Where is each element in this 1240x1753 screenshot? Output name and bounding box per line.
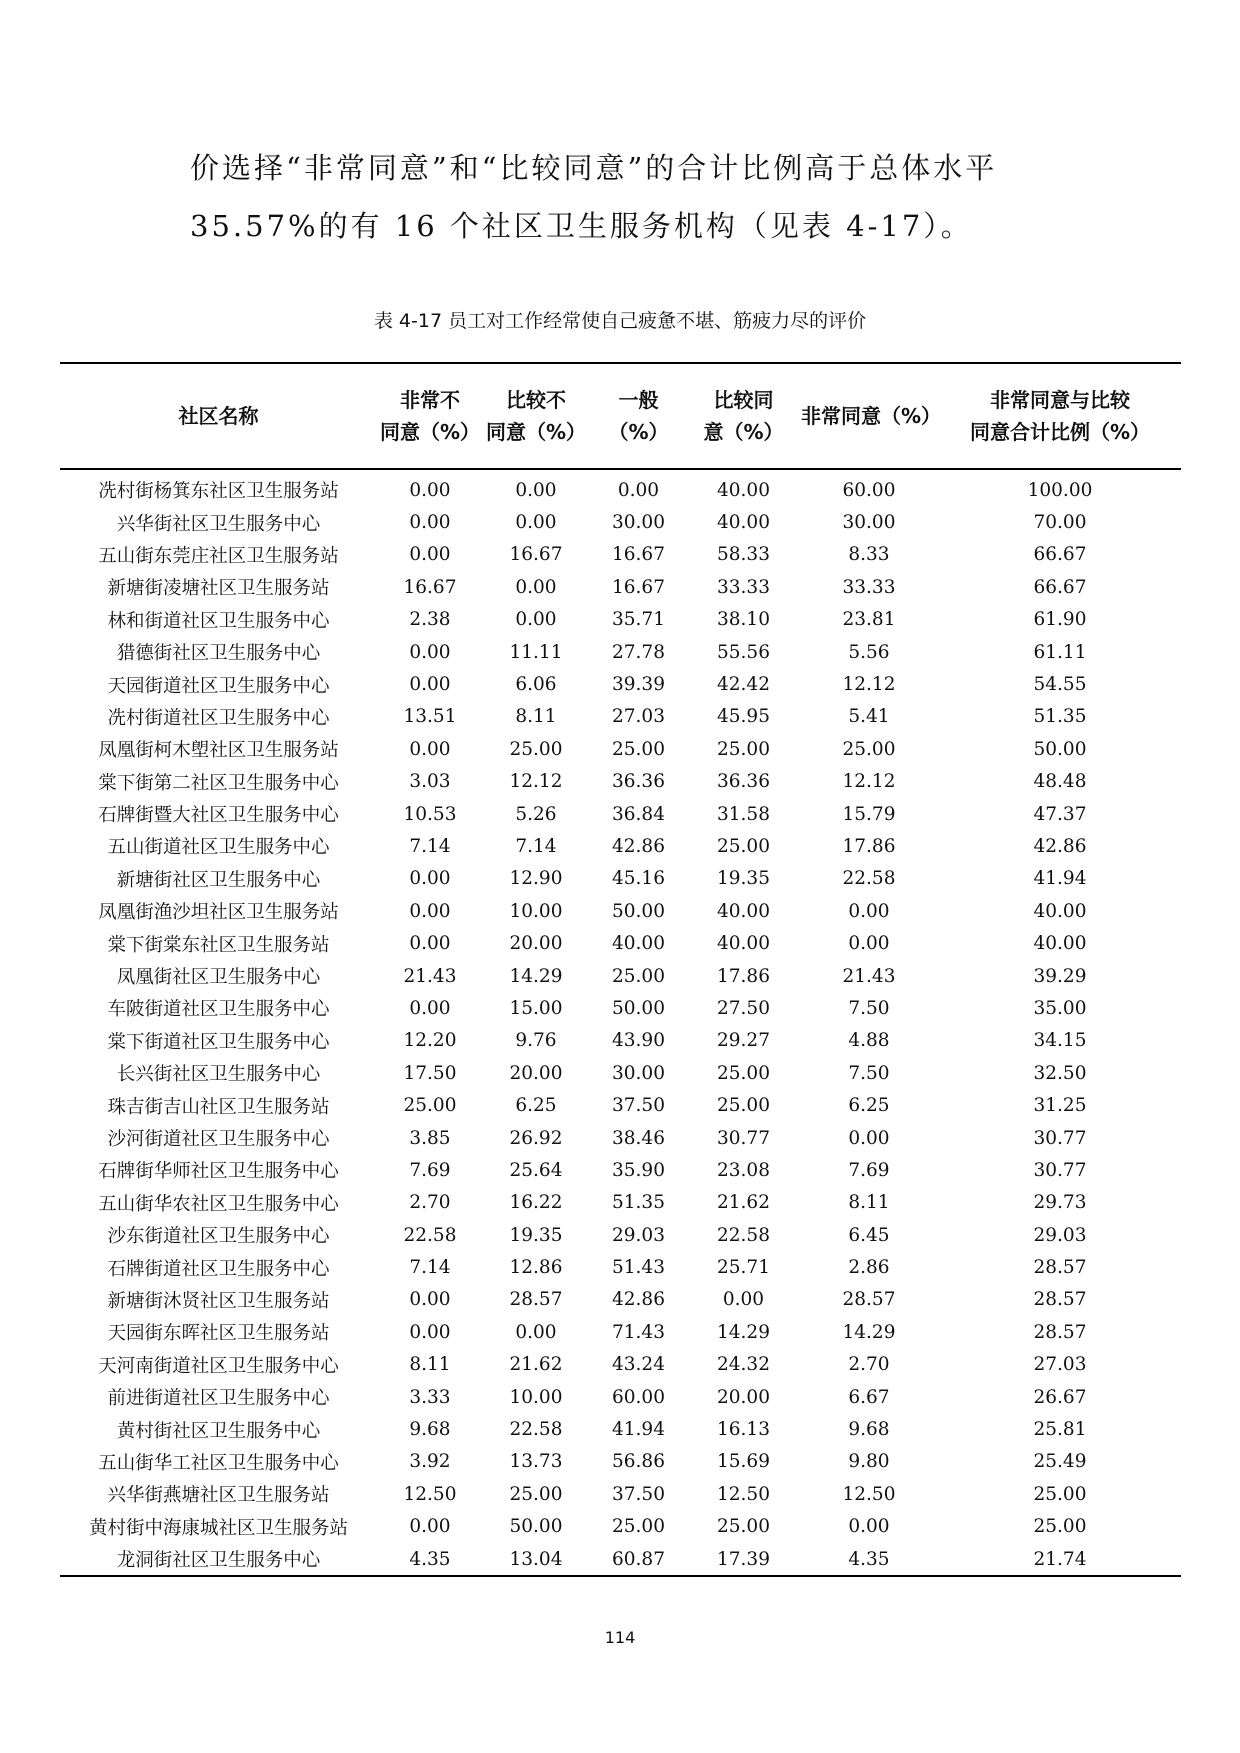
column-header-line: 比较不	[506, 388, 566, 412]
value-cell: 25.81	[1033, 1419, 1087, 1441]
value-cell: 6.06	[515, 674, 557, 696]
value-cell: 19.35	[717, 868, 770, 890]
value-cell: 21.74	[1033, 1548, 1087, 1570]
value-cell: 4.88	[848, 1030, 890, 1052]
value-cell: 8.11	[848, 1192, 890, 1214]
value-cell: 70.00	[1033, 512, 1087, 534]
value-cell: 25.00	[403, 1095, 457, 1117]
column-header-line: 非常同意与比较	[990, 388, 1130, 412]
institution-name-cell: 冼村街杨箕东社区卫生服务站	[98, 481, 339, 503]
value-cell: 3.85	[409, 1127, 451, 1149]
value-cell: 27.03	[612, 706, 665, 728]
table-row	[60, 571, 1181, 603]
value-cell: 25.71	[717, 1257, 770, 1279]
table-body	[60, 469, 1181, 1576]
value-cell: 15.69	[717, 1451, 770, 1473]
value-cell: 0.00	[722, 1289, 765, 1311]
value-cell: 25.00	[1033, 1483, 1087, 1505]
value-cell: 7.14	[515, 835, 557, 857]
institution-name-cell: 凤凰街渔沙坦社区卫生服务站	[98, 902, 339, 924]
value-cell: 0.00	[409, 933, 451, 955]
value-cell: 30.77	[1033, 1159, 1087, 1181]
value-cell: 29.73	[1033, 1192, 1087, 1214]
institution-name-cell: 石牌街暨大社区卫生服务中心	[98, 805, 339, 827]
value-cell: 6.25	[515, 1095, 557, 1117]
value-cell: 27.50	[717, 997, 770, 1019]
institution-name-cell: 猎德街社区卫生服务中心	[116, 643, 321, 665]
table-row	[60, 1446, 1181, 1478]
value-cell: 40.00	[717, 933, 770, 955]
value-cell: 28.57	[842, 1289, 896, 1311]
table-row	[60, 927, 1181, 959]
institution-name-cell: 沙东街道社区卫生服务中心	[107, 1226, 330, 1248]
column-header-line: 一般	[618, 388, 659, 412]
value-cell: 38.10	[717, 609, 770, 631]
value-cell: 25.00	[717, 1095, 770, 1117]
table-row	[60, 1478, 1181, 1510]
value-cell: 20.00	[509, 1062, 563, 1084]
value-cell: 25.00	[509, 1483, 563, 1505]
table-row	[60, 766, 1181, 798]
value-cell: 8.33	[848, 544, 890, 566]
value-cell: 21.43	[403, 965, 457, 987]
value-cell: 13.73	[509, 1451, 563, 1473]
institution-name-cell: 新塘街社区卫生服务中心	[116, 869, 321, 891]
value-cell: 51.35	[1033, 706, 1087, 728]
value-cell: 55.56	[717, 641, 770, 663]
column-header-line: 同意（%）	[379, 420, 481, 444]
table-row	[60, 798, 1181, 830]
value-cell: 20.00	[509, 933, 563, 955]
value-cell: 7.69	[848, 1159, 890, 1181]
value-cell: 0.00	[515, 479, 557, 501]
value-cell: 7.69	[409, 1159, 451, 1181]
table-row	[60, 1187, 1181, 1219]
value-cell: 0.00	[409, 1289, 451, 1311]
value-cell: 7.50	[848, 997, 890, 1019]
value-cell: 10.00	[509, 1386, 563, 1408]
value-cell: 0.00	[409, 738, 451, 760]
value-cell: 50.00	[1033, 738, 1087, 760]
value-cell: 23.08	[717, 1159, 770, 1181]
value-cell: 45.16	[612, 868, 665, 890]
value-cell: 0.00	[409, 1321, 451, 1343]
value-cell: 14.29	[509, 965, 563, 987]
column-header	[939, 363, 1181, 469]
value-cell: 30.00	[612, 512, 665, 534]
value-cell: 31.58	[717, 803, 770, 825]
value-cell: 60.00	[612, 1386, 665, 1408]
value-cell: 3.92	[409, 1451, 451, 1473]
value-cell: 17.39	[717, 1548, 770, 1570]
institution-name-cell: 黄村街中海康城社区卫生服务站	[88, 1517, 348, 1539]
value-cell: 33.33	[717, 576, 770, 598]
value-cell: 41.94	[1033, 868, 1087, 890]
value-cell: 28.57	[1033, 1289, 1087, 1311]
table-row	[60, 1349, 1181, 1381]
value-cell: 0.00	[515, 1321, 557, 1343]
value-cell: 28.57	[509, 1289, 563, 1311]
table-row	[60, 863, 1181, 895]
value-cell: 28.57	[1033, 1257, 1087, 1279]
value-cell: 25.00	[1033, 1516, 1087, 1538]
value-cell: 47.37	[1033, 803, 1087, 825]
value-cell: 39.29	[1033, 965, 1087, 987]
value-cell: 33.33	[842, 576, 896, 598]
value-cell: 36.36	[717, 771, 770, 793]
value-cell: 0.00	[848, 1516, 890, 1538]
institution-name-cell: 兴华街燕塘社区卫生服务站	[107, 1485, 330, 1507]
value-cell: 17.86	[717, 965, 770, 987]
table-row	[60, 1154, 1181, 1186]
value-cell: 0.00	[409, 868, 451, 890]
value-cell: 27.03	[1033, 1354, 1087, 1376]
column-header	[377, 363, 483, 469]
value-cell: 0.00	[617, 479, 660, 501]
value-cell: 25.00	[509, 738, 563, 760]
institution-name-cell: 兴华街社区卫生服务中心	[116, 513, 321, 535]
value-cell: 0.00	[409, 479, 451, 501]
value-cell: 12.50	[403, 1483, 457, 1505]
value-cell: 16.67	[612, 576, 665, 598]
value-cell: 9.68	[848, 1419, 890, 1441]
value-cell: 8.11	[409, 1354, 451, 1376]
value-cell: 25.00	[717, 1062, 770, 1084]
value-cell: 58.33	[717, 544, 770, 566]
value-cell: 50.00	[612, 900, 665, 922]
value-cell: 12.12	[842, 771, 896, 793]
value-cell: 43.24	[612, 1354, 665, 1376]
value-cell: 7.14	[409, 835, 451, 857]
table-row	[60, 1025, 1181, 1057]
value-cell: 19.35	[509, 1224, 563, 1246]
value-cell: 0.00	[848, 1127, 890, 1149]
value-cell: 38.46	[612, 1127, 665, 1149]
table-row	[60, 830, 1181, 862]
value-cell: 10.00	[509, 900, 563, 922]
table-row	[60, 1251, 1181, 1283]
value-cell: 34.15	[1033, 1030, 1087, 1052]
value-cell: 66.67	[1033, 576, 1087, 598]
value-cell: 2.70	[409, 1192, 451, 1214]
table-row	[60, 701, 1181, 733]
table-row	[60, 992, 1181, 1024]
institution-name-cell: 棠下街棠东社区卫生服务站	[107, 934, 330, 956]
value-cell: 21.43	[842, 965, 896, 987]
value-cell: 35.71	[612, 609, 665, 631]
value-cell: 42.42	[717, 674, 770, 696]
table-row	[60, 895, 1181, 927]
value-cell: 12.90	[509, 868, 563, 890]
column-header	[589, 363, 688, 469]
value-cell: 54.55	[1033, 674, 1087, 696]
value-cell: 14.29	[842, 1321, 896, 1343]
table-row	[60, 668, 1181, 700]
value-cell: 40.00	[612, 933, 665, 955]
value-cell: 22.58	[842, 868, 896, 890]
value-cell: 12.12	[509, 771, 563, 793]
value-cell: 30.00	[842, 512, 896, 534]
value-cell: 15.00	[509, 997, 563, 1019]
value-cell: 2.86	[848, 1257, 890, 1279]
paragraph-line-2: 35.57%的有 16 个社区卫生服务机构（见表 4-17）。	[190, 209, 973, 243]
table-row	[60, 1122, 1181, 1154]
institution-name-cell: 凤凰街社区卫生服务中心	[116, 967, 321, 989]
value-cell: 5.41	[848, 706, 890, 728]
column-header-line: 比较同	[713, 388, 774, 412]
value-cell: 0.00	[409, 997, 451, 1019]
value-cell: 40.00	[1033, 900, 1087, 922]
value-cell: 25.64	[509, 1159, 563, 1181]
value-cell: 15.79	[842, 803, 896, 825]
value-cell: 22.58	[717, 1224, 770, 1246]
value-cell: 29.03	[612, 1224, 665, 1246]
value-cell: 16.67	[612, 544, 665, 566]
value-cell: 12.12	[842, 674, 896, 696]
value-cell: 4.35	[409, 1548, 451, 1570]
value-cell: 0.00	[409, 641, 451, 663]
value-cell: 0.00	[409, 674, 451, 696]
value-cell: 45.95	[717, 706, 770, 728]
value-cell: 0.00	[515, 512, 557, 534]
value-cell: 12.20	[403, 1030, 457, 1052]
value-cell: 36.84	[612, 803, 665, 825]
institution-name-cell: 新塘街凌塘社区卫生服务站	[107, 578, 330, 600]
value-cell: 0.00	[515, 576, 557, 598]
value-cell: 16.67	[509, 544, 563, 566]
institution-name-cell: 天园街东晖社区卫生服务站	[107, 1323, 330, 1345]
value-cell: 6.45	[848, 1224, 890, 1246]
table-row	[60, 1511, 1181, 1543]
value-cell: 8.11	[515, 706, 557, 728]
institution-name-cell: 石牌街道社区卫生服务中心	[107, 1258, 330, 1280]
value-cell: 2.38	[409, 609, 451, 631]
value-cell: 2.70	[848, 1354, 890, 1376]
institution-name-cell: 冼村街道社区卫生服务中心	[107, 707, 330, 729]
value-cell: 5.26	[515, 803, 557, 825]
value-cell: 12.50	[842, 1483, 896, 1505]
institution-name-cell: 珠吉街吉山社区卫生服务站	[107, 1096, 330, 1118]
institution-name-cell: 天河南街道社区卫生服务中心	[98, 1355, 339, 1377]
column-header-line: 同意（%）	[485, 420, 587, 444]
value-cell: 17.50	[403, 1062, 457, 1084]
table-row	[60, 1284, 1181, 1316]
paragraph-line-1: 价选择“非常同意”和“比较同意”的合计比例高于总体水平	[190, 151, 998, 185]
value-cell: 42.86	[612, 1289, 665, 1311]
value-cell: 16.22	[509, 1192, 563, 1214]
column-header	[60, 363, 377, 469]
institution-name-cell: 新塘街沐贤社区卫生服务站	[107, 1290, 330, 1312]
value-cell: 40.00	[717, 479, 770, 501]
value-cell: 40.00	[717, 512, 770, 534]
table-row	[60, 1316, 1181, 1348]
institution-name-cell: 五山街东莞庄社区卫生服务站	[98, 545, 339, 567]
table-row	[60, 1543, 1181, 1576]
value-cell: 27.78	[612, 641, 665, 663]
institution-name-cell: 五山街华农社区卫生服务中心	[98, 1193, 339, 1215]
value-cell: 3.33	[409, 1386, 451, 1408]
value-cell: 50.00	[612, 997, 665, 1019]
value-cell: 9.80	[848, 1451, 890, 1473]
table-row	[60, 469, 1181, 506]
value-cell: 24.32	[717, 1354, 770, 1376]
table-row	[60, 1089, 1181, 1121]
value-cell: 43.90	[612, 1030, 665, 1052]
institution-name-cell: 棠下街道社区卫生服务中心	[107, 1031, 330, 1053]
value-cell: 30.77	[1033, 1127, 1087, 1149]
page-number: 114	[604, 1628, 636, 1647]
value-cell: 20.00	[717, 1386, 770, 1408]
value-cell: 26.67	[1033, 1386, 1087, 1408]
value-cell: 0.00	[409, 544, 451, 566]
table-header	[60, 363, 1181, 469]
value-cell: 100.00	[1027, 479, 1093, 501]
column-header-line: 非常同意（%）	[801, 404, 942, 428]
value-cell: 6.67	[848, 1386, 890, 1408]
value-cell: 28.57	[1033, 1321, 1087, 1343]
value-cell: 30.00	[612, 1062, 665, 1084]
value-cell: 13.04	[509, 1548, 563, 1570]
value-cell: 12.50	[717, 1483, 770, 1505]
value-cell: 25.00	[842, 738, 896, 760]
value-cell: 3.03	[409, 771, 451, 793]
evaluation-table	[60, 362, 1181, 1577]
table-row	[60, 506, 1181, 538]
value-cell: 0.00	[848, 933, 890, 955]
table-row	[60, 1413, 1181, 1445]
value-cell: 25.00	[612, 1516, 665, 1538]
value-cell: 12.86	[509, 1257, 563, 1279]
table-row	[60, 733, 1181, 765]
table-row	[60, 539, 1181, 571]
value-cell: 4.35	[848, 1548, 890, 1570]
table-row	[60, 1219, 1181, 1251]
institution-name-cell: 长兴街社区卫生服务中心	[116, 1064, 321, 1086]
institution-name-cell: 凤凰街柯木塱社区卫生服务站	[98, 740, 339, 762]
header-row	[60, 363, 1181, 469]
value-cell: 23.81	[842, 609, 896, 631]
institution-name-cell: 黄村街社区卫生服务中心	[116, 1420, 321, 1442]
value-cell: 50.00	[509, 1516, 563, 1538]
column-header	[799, 363, 942, 469]
value-cell: 25.00	[717, 835, 770, 857]
value-cell: 10.53	[403, 803, 457, 825]
value-cell: 0.00	[409, 512, 451, 534]
value-cell: 14.29	[717, 1321, 770, 1343]
column-header	[483, 363, 589, 469]
column-header-line: （%）	[608, 420, 669, 444]
value-cell: 42.86	[612, 835, 665, 857]
institution-name-cell: 五山街华工社区卫生服务中心	[98, 1452, 339, 1474]
column-header-line: 非常不	[400, 388, 460, 412]
column-header-line: 同意合计比例（%）	[969, 420, 1151, 444]
value-cell: 32.50	[1033, 1062, 1087, 1084]
value-cell: 9.76	[515, 1030, 557, 1052]
value-cell: 9.68	[409, 1419, 451, 1441]
value-cell: 40.00	[1033, 933, 1087, 955]
value-cell: 16.67	[403, 576, 457, 598]
institution-name-cell: 石牌街华师社区卫生服务中心	[98, 1161, 339, 1183]
value-cell: 60.87	[612, 1548, 665, 1570]
value-cell: 11.11	[509, 641, 563, 663]
value-cell: 0.00	[515, 609, 557, 631]
value-cell: 37.50	[612, 1483, 665, 1505]
value-cell: 60.00	[842, 479, 896, 501]
institution-name-cell: 沙河街道社区卫生服务中心	[107, 1129, 330, 1150]
value-cell: 71.43	[612, 1321, 665, 1343]
value-cell: 22.58	[403, 1224, 457, 1246]
value-cell: 31.25	[1033, 1095, 1087, 1117]
value-cell: 56.86	[612, 1451, 665, 1473]
value-cell: 26.92	[509, 1127, 563, 1149]
column-header-line: 意（%）	[703, 420, 784, 444]
value-cell: 51.43	[612, 1257, 665, 1279]
value-cell: 25.49	[1033, 1451, 1087, 1473]
value-cell: 40.00	[717, 900, 770, 922]
value-cell: 61.90	[1033, 609, 1087, 631]
value-cell: 22.58	[509, 1419, 563, 1441]
value-cell: 0.00	[848, 900, 890, 922]
institution-name-cell: 棠下街第二社区卫生服务中心	[98, 772, 339, 794]
value-cell: 16.13	[717, 1419, 770, 1441]
institution-name-cell: 五山街道社区卫生服务中心	[107, 837, 330, 859]
institution-name-cell: 林和街道社区卫生服务中心	[107, 610, 330, 632]
table-row	[60, 636, 1181, 668]
value-cell: 41.94	[612, 1419, 665, 1441]
table-row	[60, 1057, 1181, 1089]
value-cell: 51.35	[612, 1192, 665, 1214]
value-cell: 48.48	[1033, 771, 1087, 793]
column-header-line: 社区名称	[178, 404, 259, 428]
value-cell: 25.00	[612, 738, 665, 760]
value-cell: 29.27	[717, 1030, 770, 1052]
table-row	[60, 604, 1181, 636]
value-cell: 30.77	[717, 1127, 770, 1149]
institution-name-cell: 车陂街道社区卫生服务中心	[107, 999, 330, 1021]
value-cell: 21.62	[509, 1354, 563, 1376]
value-cell: 61.11	[1033, 641, 1087, 663]
table-row	[60, 1381, 1181, 1413]
value-cell: 25.00	[717, 1516, 770, 1538]
value-cell: 17.86	[842, 835, 896, 857]
table-row	[60, 960, 1181, 992]
value-cell: 39.39	[612, 674, 665, 696]
value-cell: 35.90	[612, 1159, 665, 1181]
value-cell: 13.51	[403, 706, 457, 728]
institution-name-cell: 前进街道社区卫生服务中心	[107, 1388, 330, 1410]
value-cell: 35.00	[1033, 997, 1087, 1019]
value-cell: 6.25	[848, 1095, 890, 1117]
table-caption: 表 4-17 员工对工作经常使自己疲惫不堪、筋疲力尽的评价	[373, 310, 867, 332]
value-cell: 21.62	[717, 1192, 770, 1214]
value-cell: 25.00	[717, 738, 770, 760]
institution-name-cell: 龙洞街社区卫生服务中心	[116, 1550, 321, 1572]
value-cell: 37.50	[612, 1095, 665, 1117]
value-cell: 0.00	[409, 1516, 451, 1538]
value-cell: 36.36	[612, 771, 665, 793]
value-cell: 25.00	[612, 965, 665, 987]
value-cell: 0.00	[409, 900, 451, 922]
institution-name-cell: 天园街道社区卫生服务中心	[107, 675, 330, 697]
value-cell: 7.50	[848, 1062, 890, 1084]
column-header	[688, 363, 799, 469]
value-cell: 66.67	[1033, 544, 1087, 566]
value-cell: 42.86	[1033, 835, 1087, 857]
value-cell: 29.03	[1033, 1224, 1087, 1246]
value-cell: 7.14	[409, 1257, 451, 1279]
value-cell: 5.56	[848, 641, 890, 663]
